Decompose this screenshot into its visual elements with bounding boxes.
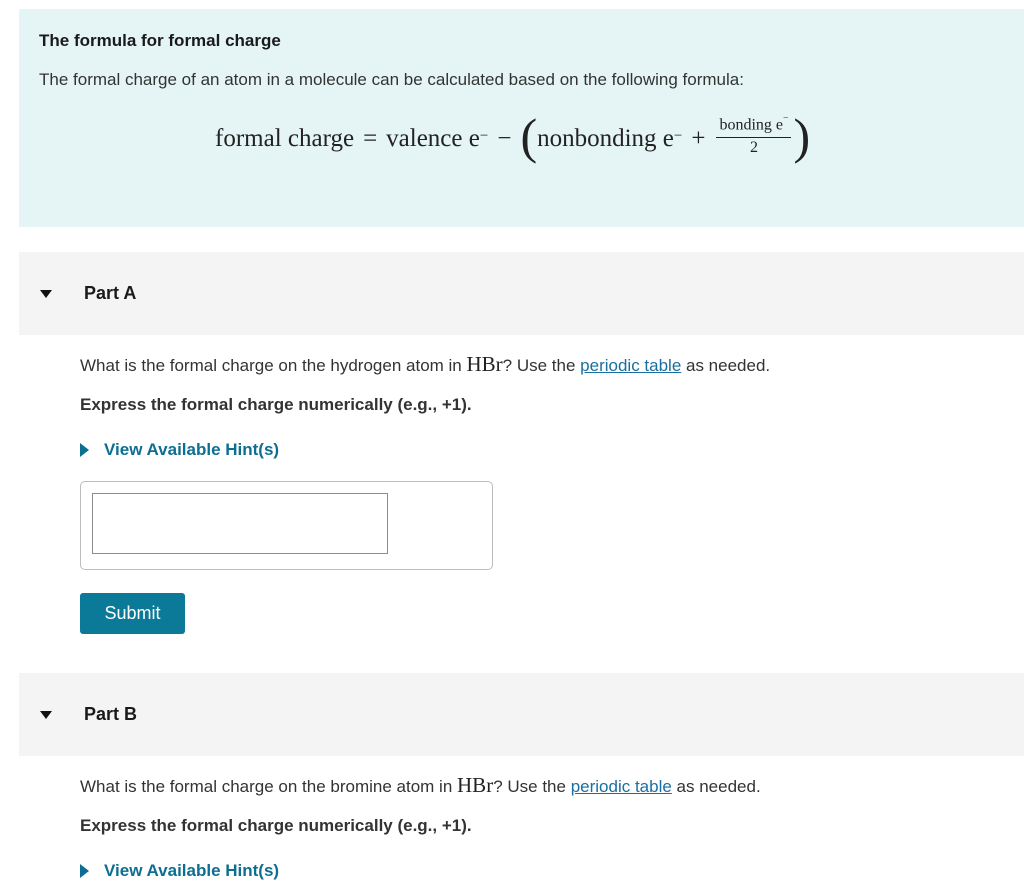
formula-paren-close: ) xyxy=(793,108,811,164)
caret-down-icon xyxy=(40,711,52,719)
part-a-submit-button[interactable]: Submit xyxy=(80,593,185,634)
caret-right-icon xyxy=(80,864,89,878)
formula-valence: valence e xyxy=(386,125,480,152)
part-a-question-post: as needed. xyxy=(681,356,771,375)
part-a-hint-toggle[interactable] xyxy=(80,440,279,460)
part-a-question-pre: What is the formal charge on the hydrogen atom in xyxy=(80,356,467,375)
part-b-question-mid: ? Use the xyxy=(493,777,571,796)
part-b-header[interactable] xyxy=(19,673,1024,756)
part-a-hint-label: View Available Hint(s) xyxy=(104,440,280,459)
formula-nonbonding: nonbonding e xyxy=(537,125,674,152)
part-b-instruction: Express the formal charge numerically (e.g., +1). xyxy=(80,816,472,835)
part-b-label: Part B xyxy=(84,704,138,724)
part-b-question-post: as needed. xyxy=(671,777,761,796)
part-a-header[interactable] xyxy=(19,252,1024,335)
intro-panel xyxy=(19,9,1024,227)
part-b-question xyxy=(80,773,761,798)
formula-minus: − xyxy=(497,125,512,152)
formula-paren-open: ( xyxy=(520,108,538,164)
part-a-question xyxy=(80,352,770,377)
part-a-periodic-table-link[interactable]: periodic table xyxy=(580,356,682,375)
formula-valence-sup: − xyxy=(479,127,489,144)
caret-down-icon xyxy=(40,290,52,298)
part-b-question-pre: What is the formal charge on the bromine atom in xyxy=(80,777,458,796)
intro-text: The formal charge of an atom in a molecule can be calculated based on the following formula: xyxy=(39,70,744,89)
formula-lhs: formal charge xyxy=(215,125,355,152)
caret-right-icon xyxy=(80,443,89,457)
part-a-answer-input[interactable] xyxy=(92,493,388,554)
fraction-numerator-sup: − xyxy=(783,113,789,125)
part-a-instruction: Express the formal charge numerically (e.g., +1). xyxy=(80,395,472,414)
fraction-numerator-text: bonding e xyxy=(719,116,784,134)
formula-plus: + xyxy=(691,125,706,152)
formal-charge-formula xyxy=(215,109,810,169)
part-a-label: Part A xyxy=(84,283,137,303)
part-b-periodic-table-link[interactable]: periodic table xyxy=(570,777,672,796)
formula-equals: = xyxy=(363,125,378,152)
intro-title: The formula for formal charge xyxy=(39,31,281,50)
part-a-question-mid: ? Use the xyxy=(502,356,581,375)
part-a-molecule: HBr xyxy=(466,352,503,376)
part-a-answer-box xyxy=(80,481,493,570)
formula-nonbonding-sup: − xyxy=(673,127,683,144)
part-b-molecule: HBr xyxy=(457,773,494,797)
part-b-hint-label: View Available Hint(s) xyxy=(104,861,280,880)
part-b-hint-toggle[interactable] xyxy=(80,861,279,881)
fraction-denominator: 2 xyxy=(749,138,758,156)
formula-fraction xyxy=(716,115,791,156)
fraction-numerator xyxy=(716,115,791,137)
